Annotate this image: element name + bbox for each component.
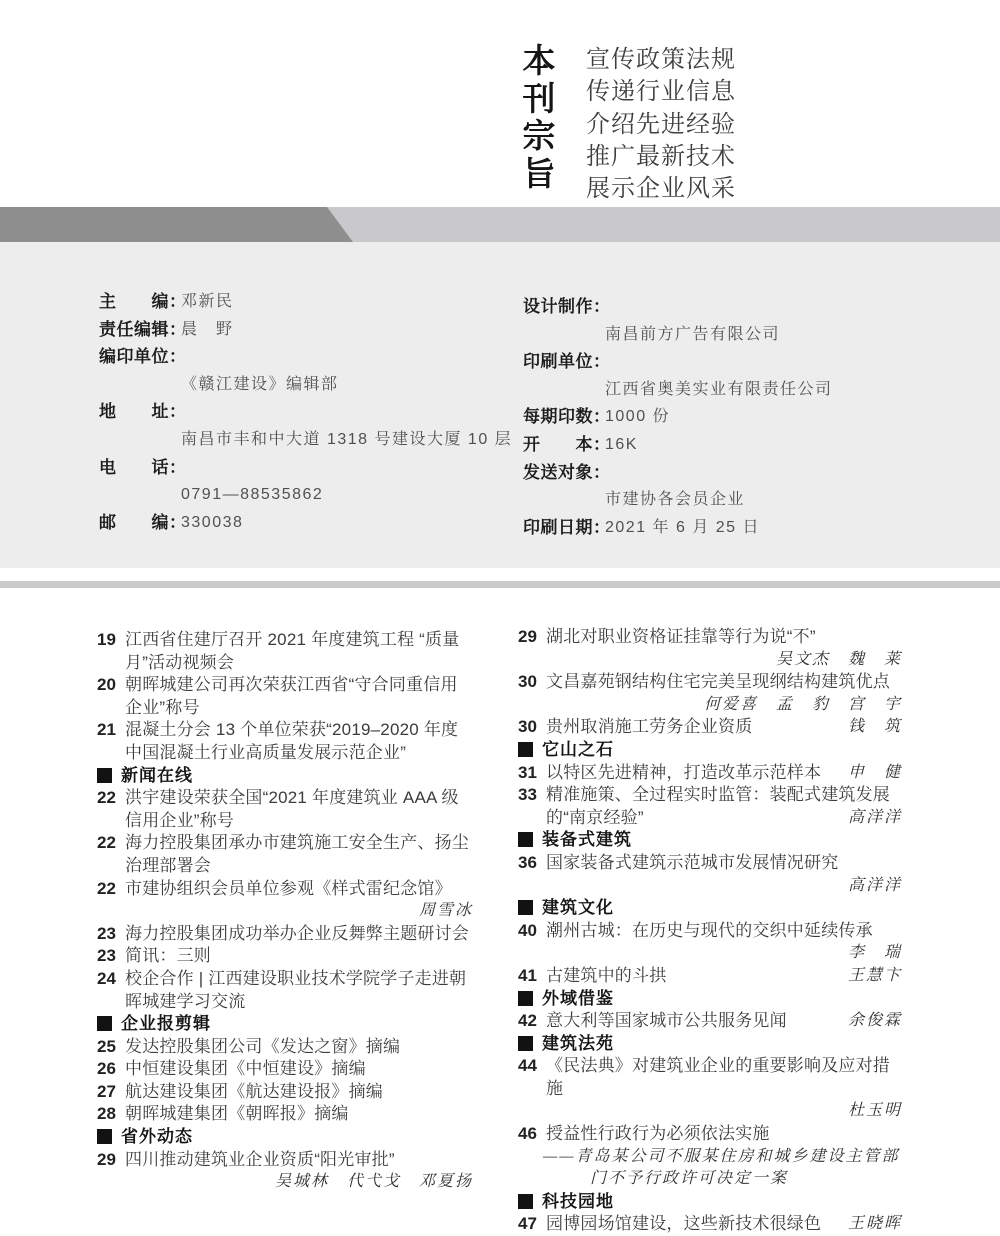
section-bullet-icon (97, 768, 112, 783)
info-row (99, 398, 499, 426)
info-label: 每期印数： (523, 407, 611, 427)
toc-page-number: 24 (97, 968, 116, 988)
toc-authors-line: 杜玉明 (847, 1102, 902, 1120)
toc-item-title: 简讯：三则 (125, 946, 211, 966)
toc-item (518, 1123, 902, 1146)
info-row (99, 316, 499, 344)
toc-item (518, 1055, 902, 1100)
toc-item (518, 965, 902, 988)
section-divider (0, 581, 1000, 588)
toc-item-title: 意大利等国家城市公共服务见闻 (546, 1011, 787, 1031)
toc-page-number: 30 (518, 717, 537, 737)
toc-page-number: 47 (518, 1214, 537, 1234)
toc-section-header (518, 1191, 902, 1214)
toc-section-label: 它山之石 (542, 739, 614, 759)
masthead-vertical-title (512, 42, 566, 192)
toc-page-number: 29 (97, 1149, 116, 1169)
info-label: 电 话： (99, 457, 187, 477)
toc-item (97, 1103, 473, 1126)
toc-item (518, 671, 902, 694)
info-value-indented: 江西省奥美实业有限责任公司 (605, 380, 833, 398)
toc-section-header (518, 1033, 902, 1056)
info-label: 地 址： (99, 402, 187, 422)
toc-page-number: 28 (97, 1104, 116, 1124)
info-label: 邮 编： (99, 512, 187, 532)
section-bullet-icon (97, 1016, 112, 1031)
toc-page-number: 46 (518, 1124, 537, 1144)
toc-item (518, 920, 902, 943)
toc-item-title: 湖北对职业资格证挂靠等行为说“不” (546, 627, 816, 646)
toc-item-title: 潮州古城：在历史与现代的交织中延续传承 (546, 920, 873, 940)
toc-page-number: 23 (97, 923, 116, 943)
masthead-title-char: 本 (522, 41, 556, 80)
toc-page-number: 36 (518, 852, 537, 872)
toc-item-title: 精准施策、全过程实时监管：装配式建筑发展的“南京经验” (546, 785, 890, 827)
toc-item (97, 787, 473, 832)
toc-authors-line: 周雪冰 (418, 902, 473, 920)
toc-author: 余俊霖 (847, 1012, 902, 1030)
publication-info-section (0, 242, 1000, 568)
toc-page-number: 21 (97, 720, 116, 740)
masthead-tagline: 介绍先进经验 (586, 111, 736, 138)
info-label: 责任编辑： (99, 319, 187, 339)
info-value: 330038 (181, 513, 244, 531)
toc-item-title: 市建协组织会员单位参观《样式雷纪念馆》 (125, 878, 452, 898)
toc-item (518, 1010, 902, 1033)
masthead-taglines (586, 44, 736, 205)
toc-section-label: 省外动态 (121, 1127, 193, 1147)
banner-light-band (0, 207, 1000, 242)
toc-section-label: 装备式建筑 (542, 830, 632, 850)
toc-section-header (97, 765, 473, 788)
publication-info-left-column (99, 288, 513, 536)
toc-page-number: 22 (97, 878, 116, 898)
toc-page-number: 44 (518, 1056, 537, 1076)
toc-section-label: 企业报剪辑 (121, 1014, 211, 1034)
info-label: 设计制作： (523, 297, 611, 316)
info-label: 印刷日期： (523, 517, 611, 537)
info-row (99, 509, 499, 537)
masthead-tagline: 传递行业信息 (586, 79, 736, 106)
info-row (523, 514, 953, 542)
toc-item-title: 混凝土分会 13 个单位荣获“2019–2020 年度中国混凝土行业高质量发展示范企业” (125, 720, 459, 762)
toc-authors-line: 李 瑞 (847, 944, 902, 962)
toc-item-title: 航达建设集团《航达建设报》摘编 (125, 1081, 383, 1101)
toc-author: 申 健 (847, 763, 902, 781)
masthead-tagline: 推广最新技术 (586, 143, 736, 170)
toc-section-label: 建筑法苑 (542, 1033, 614, 1053)
toc-item (97, 1036, 473, 1059)
toc-page-number: 19 (97, 630, 116, 649)
toc-item (518, 784, 902, 829)
info-value-indented: 南昌前方广告有限公司 (605, 325, 781, 343)
info-value-indented: 市建协各会员企业 (605, 491, 746, 509)
toc-author: 王慧卞 (847, 966, 902, 984)
toc-item (97, 832, 473, 877)
toc-section-label: 科技园地 (542, 1191, 614, 1211)
toc-item (97, 878, 473, 901)
info-row (523, 431, 953, 459)
toc-item (518, 626, 902, 649)
toc-page-number: 22 (97, 833, 116, 853)
toc-section-header (97, 1126, 473, 1149)
section-bullet-icon (97, 1129, 112, 1144)
toc-item-title: 以特区先进精神，打造改革示范样本 (546, 762, 822, 782)
toc-note-line: 门不予行政许可决定一案 (590, 1170, 789, 1188)
masthead-title-char: 刊 (522, 78, 556, 118)
info-row (99, 288, 499, 316)
toc-page-number: 22 (97, 788, 116, 808)
toc-item (518, 762, 902, 785)
section-bullet-icon (518, 832, 533, 847)
info-value-indented: 南昌市丰和中大道 1318 号建设大厦 10 层 (181, 430, 513, 448)
toc-item-title: 园博园场馆建设，这些新技术很绿色 (546, 1214, 822, 1234)
toc-item-title: 古建筑中的斗拱 (546, 965, 667, 985)
publication-info-right-column (523, 293, 953, 541)
section-bullet-icon (518, 900, 533, 915)
toc-section-header (518, 739, 902, 762)
toc-authors-line: 高洋洋 (847, 876, 902, 894)
toc-item (518, 716, 902, 739)
toc-item (518, 852, 902, 875)
toc-section-label: 新闻在线 (121, 765, 193, 785)
section-bullet-icon (518, 742, 533, 757)
toc-item-title: 《民法典》对建筑业企业的重要影响及应对措施 (546, 1056, 890, 1098)
toc-note (518, 1146, 902, 1191)
toc-item (97, 629, 473, 674)
toc-item-title: 校企合作 | 江西建设职业技术学院学子走进朝晖城建学习交流 (125, 968, 467, 1011)
toc-item-title: 海力控股集团成功举办企业反舞弊主题研讨会 (125, 923, 469, 943)
toc-section-header (518, 897, 902, 920)
info-value: 1000 份 (605, 408, 671, 426)
info-row (99, 454, 499, 482)
info-row (99, 343, 499, 371)
section-bullet-icon (518, 991, 533, 1006)
info-row (523, 348, 953, 376)
section-bullet-icon (518, 1036, 533, 1051)
info-row (523, 293, 953, 321)
masthead-title-char: 旨 (522, 153, 556, 193)
toc-item (97, 1081, 473, 1104)
section-bullet-icon (518, 1194, 533, 1209)
toc-right-column (518, 626, 902, 1236)
toc-item-title: 洪宇建设荣获全国“2021 年度建筑业 AAA 级信用企业”称号 (125, 788, 459, 830)
toc-item-title: 国家装备式建筑示范城市发展情况研究 (546, 852, 839, 872)
toc-item-title: 朝晖城建集团《朝晖报》摘编 (125, 1104, 349, 1124)
toc-author: 高洋洋 (847, 808, 902, 826)
toc-section-header (518, 988, 902, 1011)
toc-page-number: 29 (518, 627, 537, 646)
toc-item (97, 1058, 473, 1081)
toc-note-line: ——青岛某公司不服某住房和城乡建设主管部 (543, 1147, 900, 1165)
toc-section-header (518, 829, 902, 852)
toc-item (97, 1149, 473, 1172)
toc-author: 王晓晖 (847, 1215, 902, 1233)
toc-item-title: 四川推动建筑业企业资质“阳光审批” (125, 1149, 395, 1169)
info-value: 16K (605, 435, 638, 453)
toc-page-number: 31 (518, 762, 537, 782)
masthead-title-char: 宗 (522, 116, 556, 155)
toc-page-number: 20 (97, 675, 116, 695)
toc-page-number: 41 (518, 965, 537, 985)
toc-page-number: 33 (518, 785, 537, 805)
toc-section-label: 外域借鉴 (542, 988, 614, 1008)
toc-author: 钱 筑 (847, 718, 902, 736)
info-value: 邓新民 (181, 293, 234, 310)
toc-item-title: 朝晖城建公司再次荣获江西省“守合同重信用企业”称号 (125, 675, 458, 717)
masthead-tagline: 宣传政策法规 (586, 47, 736, 73)
toc-item (518, 1213, 902, 1236)
toc-item-title: 文昌嘉苑钢结构住宅完美呈现纲结构建筑优点 (546, 672, 890, 692)
toc-page-number: 23 (97, 946, 116, 966)
toc-item (97, 674, 473, 719)
info-label: 编印单位： (99, 347, 187, 367)
toc-item-title: 发达控股集团公司《发达之窗》摘编 (125, 1036, 401, 1056)
info-value: 晨 野 (181, 320, 234, 338)
toc-item-title: 海力控股集团承办市建筑施工安全生产、扬尘治理部署会 (125, 833, 469, 875)
toc-item (97, 968, 473, 1013)
toc-authors-line: 何爱喜 孟 豹 宫 宇 (703, 695, 902, 713)
toc-section-header (97, 1013, 473, 1036)
info-label: 印刷单位： (523, 352, 611, 372)
banner-dark-band (0, 207, 356, 242)
toc-authors-line: 吴文杰 魏 莱 (775, 650, 902, 668)
info-value-indented: 0791—88535862 (181, 486, 324, 504)
toc-page-number: 27 (97, 1081, 116, 1101)
toc-item-title: 授益性行政行为必须依法实施 (546, 1124, 770, 1144)
toc-item (97, 945, 473, 968)
toc-authors-line: 吴城林 代弋戈 邓夏扬 (274, 1173, 473, 1191)
masthead-tagline: 展示企业风采 (586, 176, 736, 203)
toc-item-title: 江西省住建厅召开 2021 年度建筑工程 “质量月”活动视频会 (125, 630, 460, 672)
toc-left-column (97, 629, 473, 1194)
info-label: 发送对象： (523, 462, 611, 482)
info-value: 2021 年 6 月 25 日 (605, 518, 761, 536)
toc-item-title: 中恒建设集团《中恒建设》摘编 (125, 1059, 366, 1079)
toc-page-number: 25 (97, 1036, 116, 1056)
info-row (523, 403, 953, 431)
toc-item (97, 923, 473, 946)
info-label: 开 本： (523, 434, 611, 454)
info-row (523, 459, 953, 487)
toc-page-number: 30 (518, 672, 537, 692)
toc-item (97, 719, 473, 764)
toc-section-label: 建筑文化 (542, 898, 614, 918)
toc-page-number: 26 (97, 1059, 116, 1079)
info-value-indented: 《赣江建设》编辑部 (181, 375, 339, 393)
info-label: 主 编： (99, 292, 187, 311)
toc-page-number: 40 (518, 920, 537, 940)
toc-item-title: 贵州取消施工劳务企业资质 (546, 717, 753, 737)
toc-page-number: 42 (518, 1011, 537, 1031)
